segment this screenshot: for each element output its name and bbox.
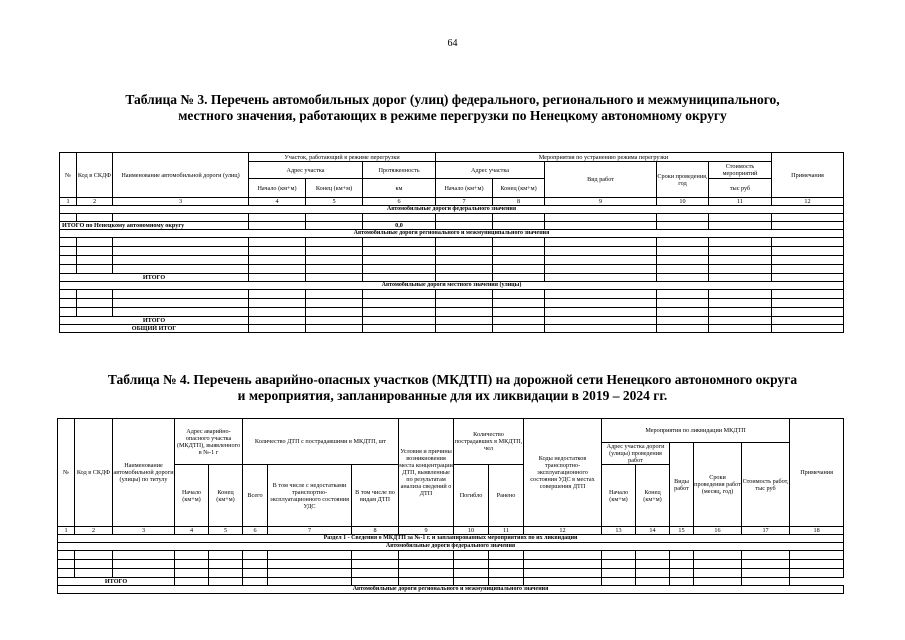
t4-colnum: 3 [113, 527, 175, 535]
t3-h-cost-unit: тыс руб [709, 179, 772, 198]
t3-colnum: 9 [545, 198, 657, 206]
t4-section-regional: Автомобильные дороги регионального и межмуниципального значения [58, 586, 844, 594]
t3-colnum: 1 [60, 198, 77, 206]
table-row [60, 214, 844, 222]
table-row [58, 560, 844, 569]
t3-h-end: Конец (км+м) [306, 179, 363, 198]
t3-h-code: Код в СКДФ [77, 153, 113, 198]
t3-h-cost: Стоимость мероприятий [709, 162, 772, 179]
t3-colnum: 2 [77, 198, 113, 206]
table3 [59, 152, 844, 333]
t4-h-m-start: Начало (км+м) [602, 465, 636, 527]
t3-total-nao-value: 0,0 [363, 222, 436, 230]
t4-colnum: 9 [399, 527, 454, 535]
t4-colnum: 5 [209, 527, 243, 535]
t3-colnum: 6 [363, 198, 436, 206]
t3-colnum: 5 [306, 198, 363, 206]
page-number: 64 [447, 38, 458, 49]
t3-colnum: 4 [249, 198, 306, 206]
t3-section-federal: Автомобильные дороги федерального значения [60, 206, 844, 214]
t4-h-defect-code: Коды недостатков транспортно-эксплуатационного состояния УДС в местах совершения ДТП [524, 419, 602, 527]
t4-colnum: 11 [489, 527, 524, 535]
t3-h-work-type: Вид работ [545, 162, 657, 198]
t4-h-measures: Мероприятия по ликвидации МКДТП [602, 419, 790, 443]
t4-h-address: Адрес аварийно-опасного участка (МКДТП), выявленного в №-1 г [175, 419, 243, 465]
table-row [60, 290, 844, 299]
t4-colnum: 14 [636, 527, 670, 535]
t4-colnum: 17 [742, 527, 790, 535]
t3-colnum: 11 [709, 198, 772, 206]
t3-colnum: 7 [436, 198, 493, 206]
t4-colnum: 6 [243, 527, 268, 535]
t4-h-killed: Погибло [454, 465, 489, 527]
table-row [60, 299, 844, 308]
t4-total-federal: ИТОГО [58, 578, 175, 586]
t3-h-section-address: Адрес участка [249, 162, 363, 179]
table-row [58, 569, 844, 578]
t4-h-m-address: Адрес участка дороги (улицы) проведения работ [602, 443, 670, 465]
table4 [57, 418, 844, 594]
t4-colnum: 16 [694, 527, 742, 535]
table3-title-line2: местного значения, работающих в режиме перегрузки по Ненецкому автономному округу [178, 108, 727, 123]
t4-h-no: № [58, 419, 75, 527]
t4-colnum: 1 [58, 527, 75, 535]
t4-colnum: 10 [454, 527, 489, 535]
t4-h-cost: Стоимость работ, тыс руб [742, 443, 790, 527]
t4-h-dates: Сроки проведения работ (месяц, год) [694, 443, 742, 527]
t3-column-numbers [60, 198, 844, 206]
table-row [60, 256, 844, 265]
t4-colnum: 4 [175, 527, 209, 535]
t4-colnum: 18 [790, 527, 844, 535]
t3-total-nao: ИТОГО по Ненецкому автономному округу [60, 222, 249, 230]
t4-h-incl-types: В том числе по видам ДТП [352, 465, 399, 527]
t3-h-dates: Сроки проведения, год [657, 162, 709, 198]
t3-h-road-name: Наименование автомобильной дороги (улиц) [113, 153, 249, 198]
t4-colnum: 13 [602, 527, 636, 535]
t3-h-length-unit: км [363, 179, 436, 198]
t4-colnum: 8 [352, 527, 399, 535]
t3-section-regional: Автомобильные дороги регионального и межмуниципального значения [60, 230, 844, 238]
t4-colnum: 7 [268, 527, 352, 535]
table-row [60, 265, 844, 274]
t3-h-length: Протяженность [363, 162, 436, 179]
t3-colnum: 10 [657, 198, 709, 206]
t4-colnum: 2 [75, 527, 113, 535]
t4-section-part1: Раздел 1 - Сведения о МКДТП за №-1 г. и запланированных мероприятиях по их ликвидации [58, 535, 844, 543]
table4-title [60, 372, 845, 404]
t4-colnum: 15 [670, 527, 694, 535]
t4-h-m-end: Конец (км+м) [636, 465, 670, 527]
t4-h-incl-defects: В том числе с недостатками транспортно-эксплуатационного состояния УДС [268, 465, 352, 527]
t4-h-work-types: Виды работ [670, 443, 694, 527]
t3-section-local: Автомобильные дороги местного значения (улицы) [60, 282, 844, 290]
t4-h-code: Код в СКДФ [75, 419, 113, 527]
t4-h-total: Всего [243, 465, 268, 527]
t3-total-local: ИТОГО [60, 317, 249, 325]
t4-h-start: Начало (км+м) [175, 465, 209, 527]
t3-h-m-start: Начало (км+м) [436, 179, 493, 198]
t4-h-end: Конец (км+м) [209, 465, 243, 527]
t4-h-conditions: Условия и причины возникновения места концентрации ДТП, выявленные по результатам анализа сведений о ДТП [399, 419, 454, 527]
table-row [60, 238, 844, 247]
t3-total-regional: ИТОГО [60, 274, 249, 282]
table4-title-line1: Таблица № 4. Перечень аварийно-опасных участков (МКДТП) на дорожной сети Ненецкого автономного округа [107, 372, 798, 387]
t3-h-notes: Примечания [772, 153, 844, 198]
table3-title [60, 92, 845, 124]
t4-h-victims: Количество пострадавших в МКДТП, чел [454, 419, 524, 465]
table-row [60, 308, 844, 317]
t4-h-notes: Примечания [790, 419, 844, 527]
t3-h-start: Начало (км+м) [249, 179, 306, 198]
t3-h-measures: Мероприятия по устранению режима перегрузки [436, 153, 772, 162]
t3-h-overload-section: Участок, работающий в режиме перегрузки [249, 153, 436, 162]
table-row [60, 247, 844, 256]
t3-h-measures-address: Адрес участка [436, 162, 545, 179]
t3-colnum: 12 [772, 198, 844, 206]
t4-h-accidents: Количество ДТП с пострадавшими в МКДТП, шт [243, 419, 399, 465]
t4-column-numbers [58, 527, 844, 535]
table3-title-line1: Таблица № 3. Перечень автомобильных дорог (улиц) федерального, регионального и межмуниципального, [125, 92, 780, 107]
table-row [58, 551, 844, 560]
t4-section-federal: Автомобильные дороги федерального значения [58, 543, 844, 551]
t4-h-road-name: Наименование автомобильной дороги (улицы) по титулу [113, 419, 175, 527]
t3-colnum: 3 [113, 198, 249, 206]
t4-colnum: 12 [524, 527, 602, 535]
t3-grand-total: ОБЩИЙ ИТОГ [60, 325, 249, 333]
t4-h-injured: Ранено [489, 465, 524, 527]
t3-h-m-end: Конец (км+м) [493, 179, 545, 198]
t3-colnum: 8 [493, 198, 545, 206]
t3-h-no: № [60, 153, 77, 198]
table4-title-line2: и мероприятия, запланированные для их ликвидации в 2019 – 2024 гг. [237, 388, 668, 403]
